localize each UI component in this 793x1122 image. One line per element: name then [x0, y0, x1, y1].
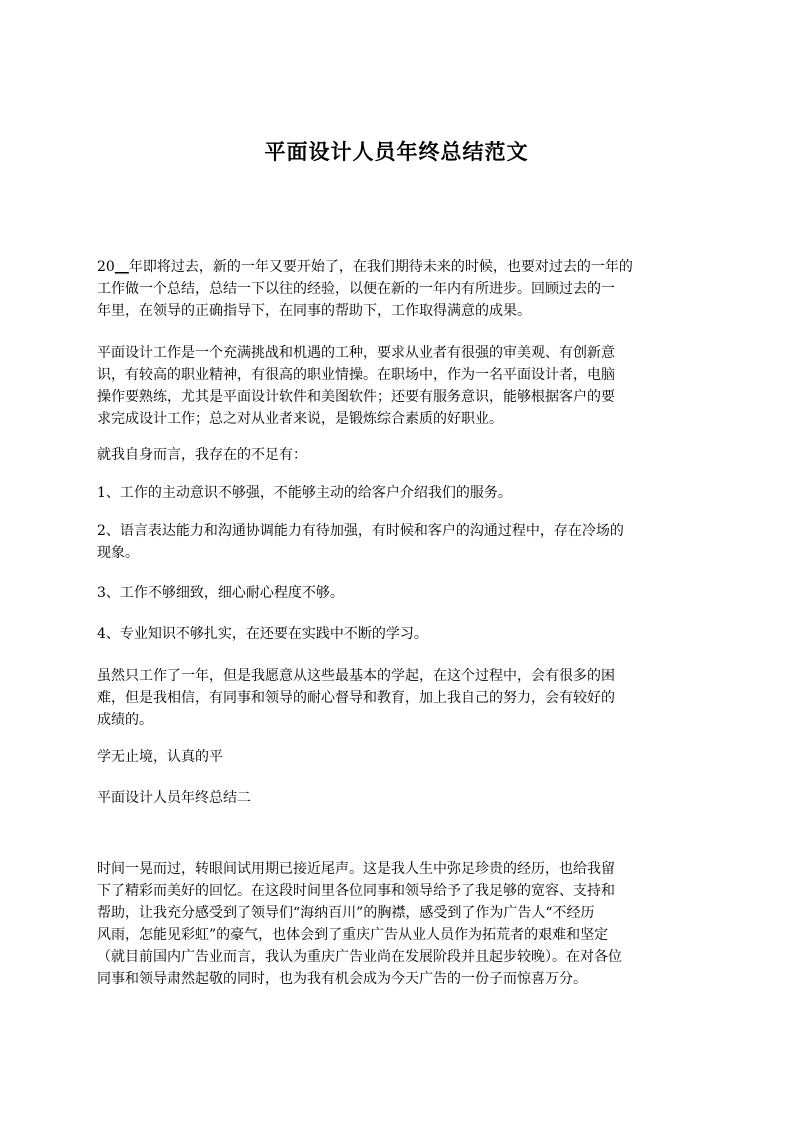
- paragraph-work-nature: [97, 342, 707, 430]
- paragraph-probation: [97, 858, 707, 990]
- paragraph-line: 1、工作的主动意识不够强，不能够主动的给客户介绍我们的服务。: [97, 485, 512, 501]
- paragraph-line: 操作要熟练，尤其是平面设计软件和美图软件；还要有服务意识，能够根据客户的要: [97, 389, 615, 405]
- paragraph-line: 时间一晃而过，转眼间试用期已接近尾声。这是我人生中弥足珍贵的经历，也给我留: [97, 861, 615, 877]
- paragraph-line: 帮助，让我充分感受到了领导们“海纳百川”的胸襟，感受到了作为广告人“不经历: [97, 905, 595, 921]
- intro-line-1-text: 年即将过去，新的一年又要开始了，在我们期待未来的时候，也要对过去的一年的: [128, 259, 633, 275]
- document-title: 平面设计人员年终总结范文: [264, 140, 529, 164]
- paragraph-line: 平面设计人员年终总结二: [97, 790, 251, 806]
- year-prefix: 20: [97, 259, 115, 275]
- paragraph-line: 求完成设计工作；总之对从业者来说，是锻炼综合素质的好职业。: [97, 411, 503, 427]
- list-item-1: [97, 482, 707, 504]
- intro-line-1: [97, 256, 707, 278]
- list-item-3: [97, 582, 707, 604]
- paragraph-line: 风雨，怎能见彩虹”的豪气，也体会到了重庆广告从业人员作为拓荒者的艰难和坚定: [97, 927, 609, 943]
- list-item-2: [97, 520, 707, 564]
- shortcomings-intro: [97, 444, 707, 466]
- paragraph-line: 学无止境，认真的平: [97, 749, 223, 765]
- paragraph-line: 平面设计工作是一个充满挑战和机遇的工种，要求从业者有很强的审美观、有创新意: [97, 345, 615, 361]
- paragraph-line: 4、专业知识不够扎实，在还要在实践中不断的学习。: [97, 626, 428, 642]
- intro-line-3: 年里，在领导的正确指导下，在同事的帮助下，工作取得满意的成果。: [97, 303, 531, 319]
- paragraph-endless-learning: [97, 746, 707, 768]
- paragraph-line: 下了精彩而美好的回忆。在这段时间里各位同事和领导给予了我足够的宽容、支持和: [97, 883, 615, 899]
- intro-line-2: 工作做一个总结，总结一下以往的经验，以便在新的一年内有所进步。回顾过去的一: [97, 281, 615, 297]
- paragraph-line: （就目前国内广告业而言，我认为重庆广告业尚在发展阶段并且起步较晚）。在对各位: [97, 949, 622, 965]
- list-item-4: [97, 623, 707, 645]
- intro-paragraph: [97, 256, 707, 322]
- paragraph-conclusion: [97, 665, 707, 731]
- paragraph-line: 同事和领导肃然起敬的同时，也为我有机会成为今天广告的一份子而惊喜万分。: [97, 971, 587, 987]
- paragraph-line: 现象。: [97, 545, 139, 561]
- paragraph-line: 成绩的。: [97, 712, 153, 728]
- paragraph-line: 就我自身而言，我存在的不足有：: [97, 447, 307, 463]
- year-blank: __: [114, 259, 129, 275]
- section-subtitle-2: [97, 787, 707, 809]
- paragraph-line: 2、语言表达能力和沟通协调能力有待加强，有时候和客户的沟通过程中，存在冷场的: [97, 523, 624, 539]
- paragraph-line: 虽然只工作了一年，但是我愿意从这些最基本的学起，在这个过程中，会有很多的困: [97, 668, 615, 684]
- paragraph-line: 识，有较高的职业精神，有很高的职业情操。在职场中，作为一名平面设计者，电脑: [97, 367, 615, 383]
- paragraph-line: 难，但是我相信，有同事和领导的耐心督导和教育，加上我自己的努力，会有较好的: [97, 690, 615, 706]
- paragraph-line: 3、工作不够细致，细心耐心程度不够。: [97, 585, 344, 601]
